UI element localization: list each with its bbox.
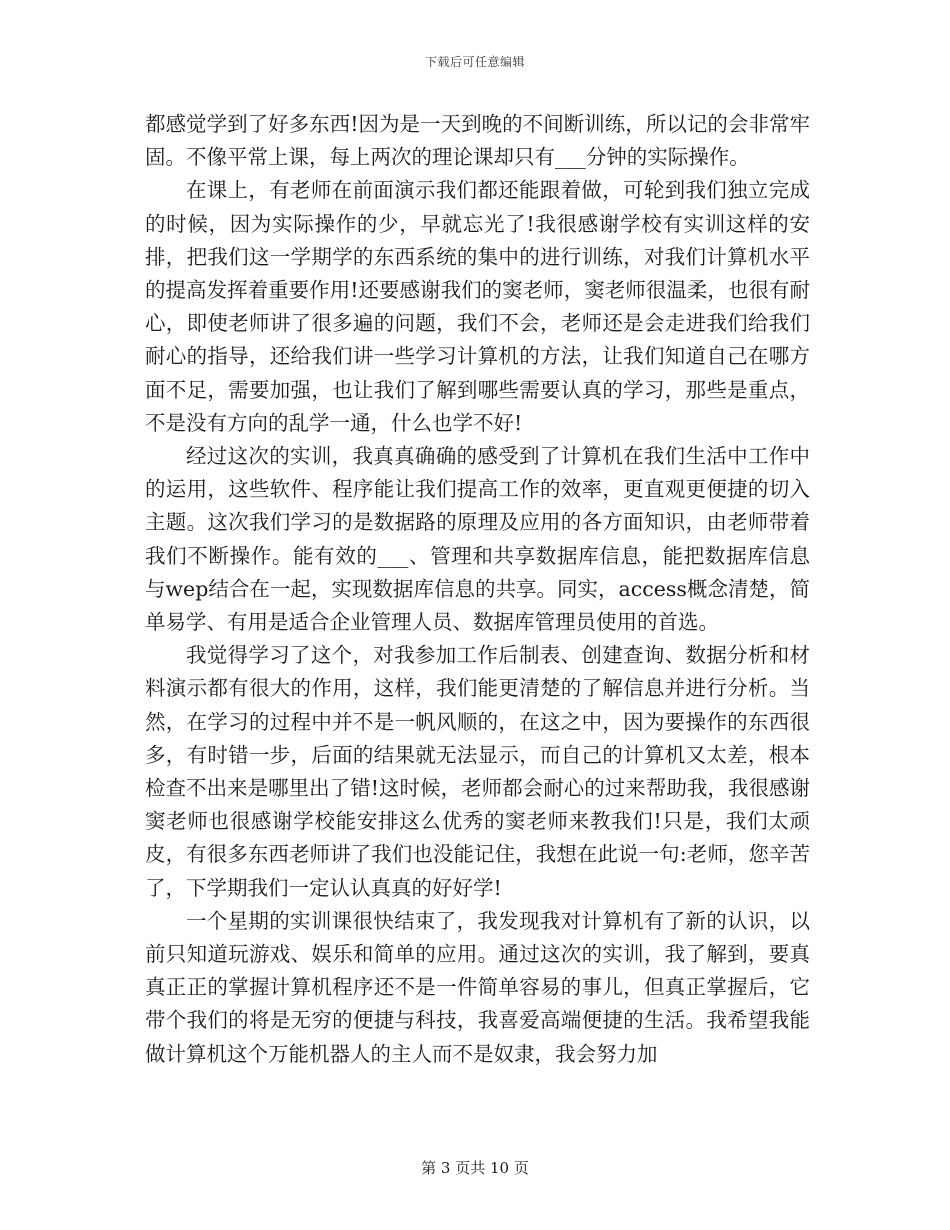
document-body	[145, 108, 810, 1071]
page-number: 第 3 页共 10 页	[421, 1159, 529, 1177]
header-note: 下载后可任意编辑	[424, 55, 525, 69]
paragraph-continuation: 都感觉学到了好多东西!因为是一天到晚的不间断训练，所以记的会非常牢固。不像平常上课，每上两次的理论课却只有___分钟的实际操作。	[145, 112, 810, 170]
paragraph-teacher: 在课上，有老师在前面演示我们都还能跟着做，可轮到我们独立完成的时候，因为实际操作的少，早就忘光了!我很感谢学校有实训这样的安排，把我们这一学期学的东西系统的集中的进行训练，对我们计算机水平的提高发挥着重要作用!还要感谢我们的窦老师，窦老师很温柔，也很有耐心，即使老师讲了很多遍的问题，我们不会，老师还是会走进我们给我们耐心的指导，还给我们讲一些学习计算机的方法，让我们知道自己在哪方面不足，需要加强，也让我们了解到哪些需要认真的学习，那些是重点，不是没有方向的乱学一通，什么也学不好!	[145, 178, 810, 435]
paragraph-reflection: 我觉得学习了这个，对我参加工作后制表、创建查询、数据分析和材料演示都有很大的作用，这样，我们能更清楚的了解信息并进行分析。当然，在学习的过程中并不是一帆风顺的，在这之中，因为要操作的东西很多，有时错一步，后面的结果就无法显示，而自己的计算机又太差，根本检查不出来是哪里出了错!这时候，老师都会耐心的过来帮助我，我很感谢窦老师也很感谢学校能安排这么优秀的窦老师来教我们!只是，我们太顽皮，有很多东西老师讲了我们也没能记住，我想在此说一句:老师，您辛苦了，下学期我们一定认认真真的好好学!	[145, 643, 810, 900]
paragraph-conclusion: 一个星期的实训课很快结束了，我发现我对计算机有了新的认识，以前只知道玩游戏、娱乐和简单的应用。通过这次的实训，我了解到，要真真正正的掌握计算机程序还不是一件简单容易的事儿，但真正掌握后，它带个我们的将是无穷的便捷与科技，我喜爱高端便捷的生活。我希望我能做计算机这个万能机器人的主人而不是奴隶，我会努力加	[145, 908, 810, 1066]
paragraph-database: 经过这次的实训，我真真确确的感受到了计算机在我们生活中工作中的运用，这些软件、程序能让我们提高工作的效率，更直观更便捷的切入主题。这次我们学习的是数据路的原理及应用的各方面知识，由老师带着我们不断操作。能有效的___、管理和共享数据库信息，能把数据库信息与wep结合在一起，实现数据库信息的共享。同实，access概念清楚，简单易学、有用是适合企业管理人员、数据库管理员使用的首选。	[145, 444, 810, 635]
